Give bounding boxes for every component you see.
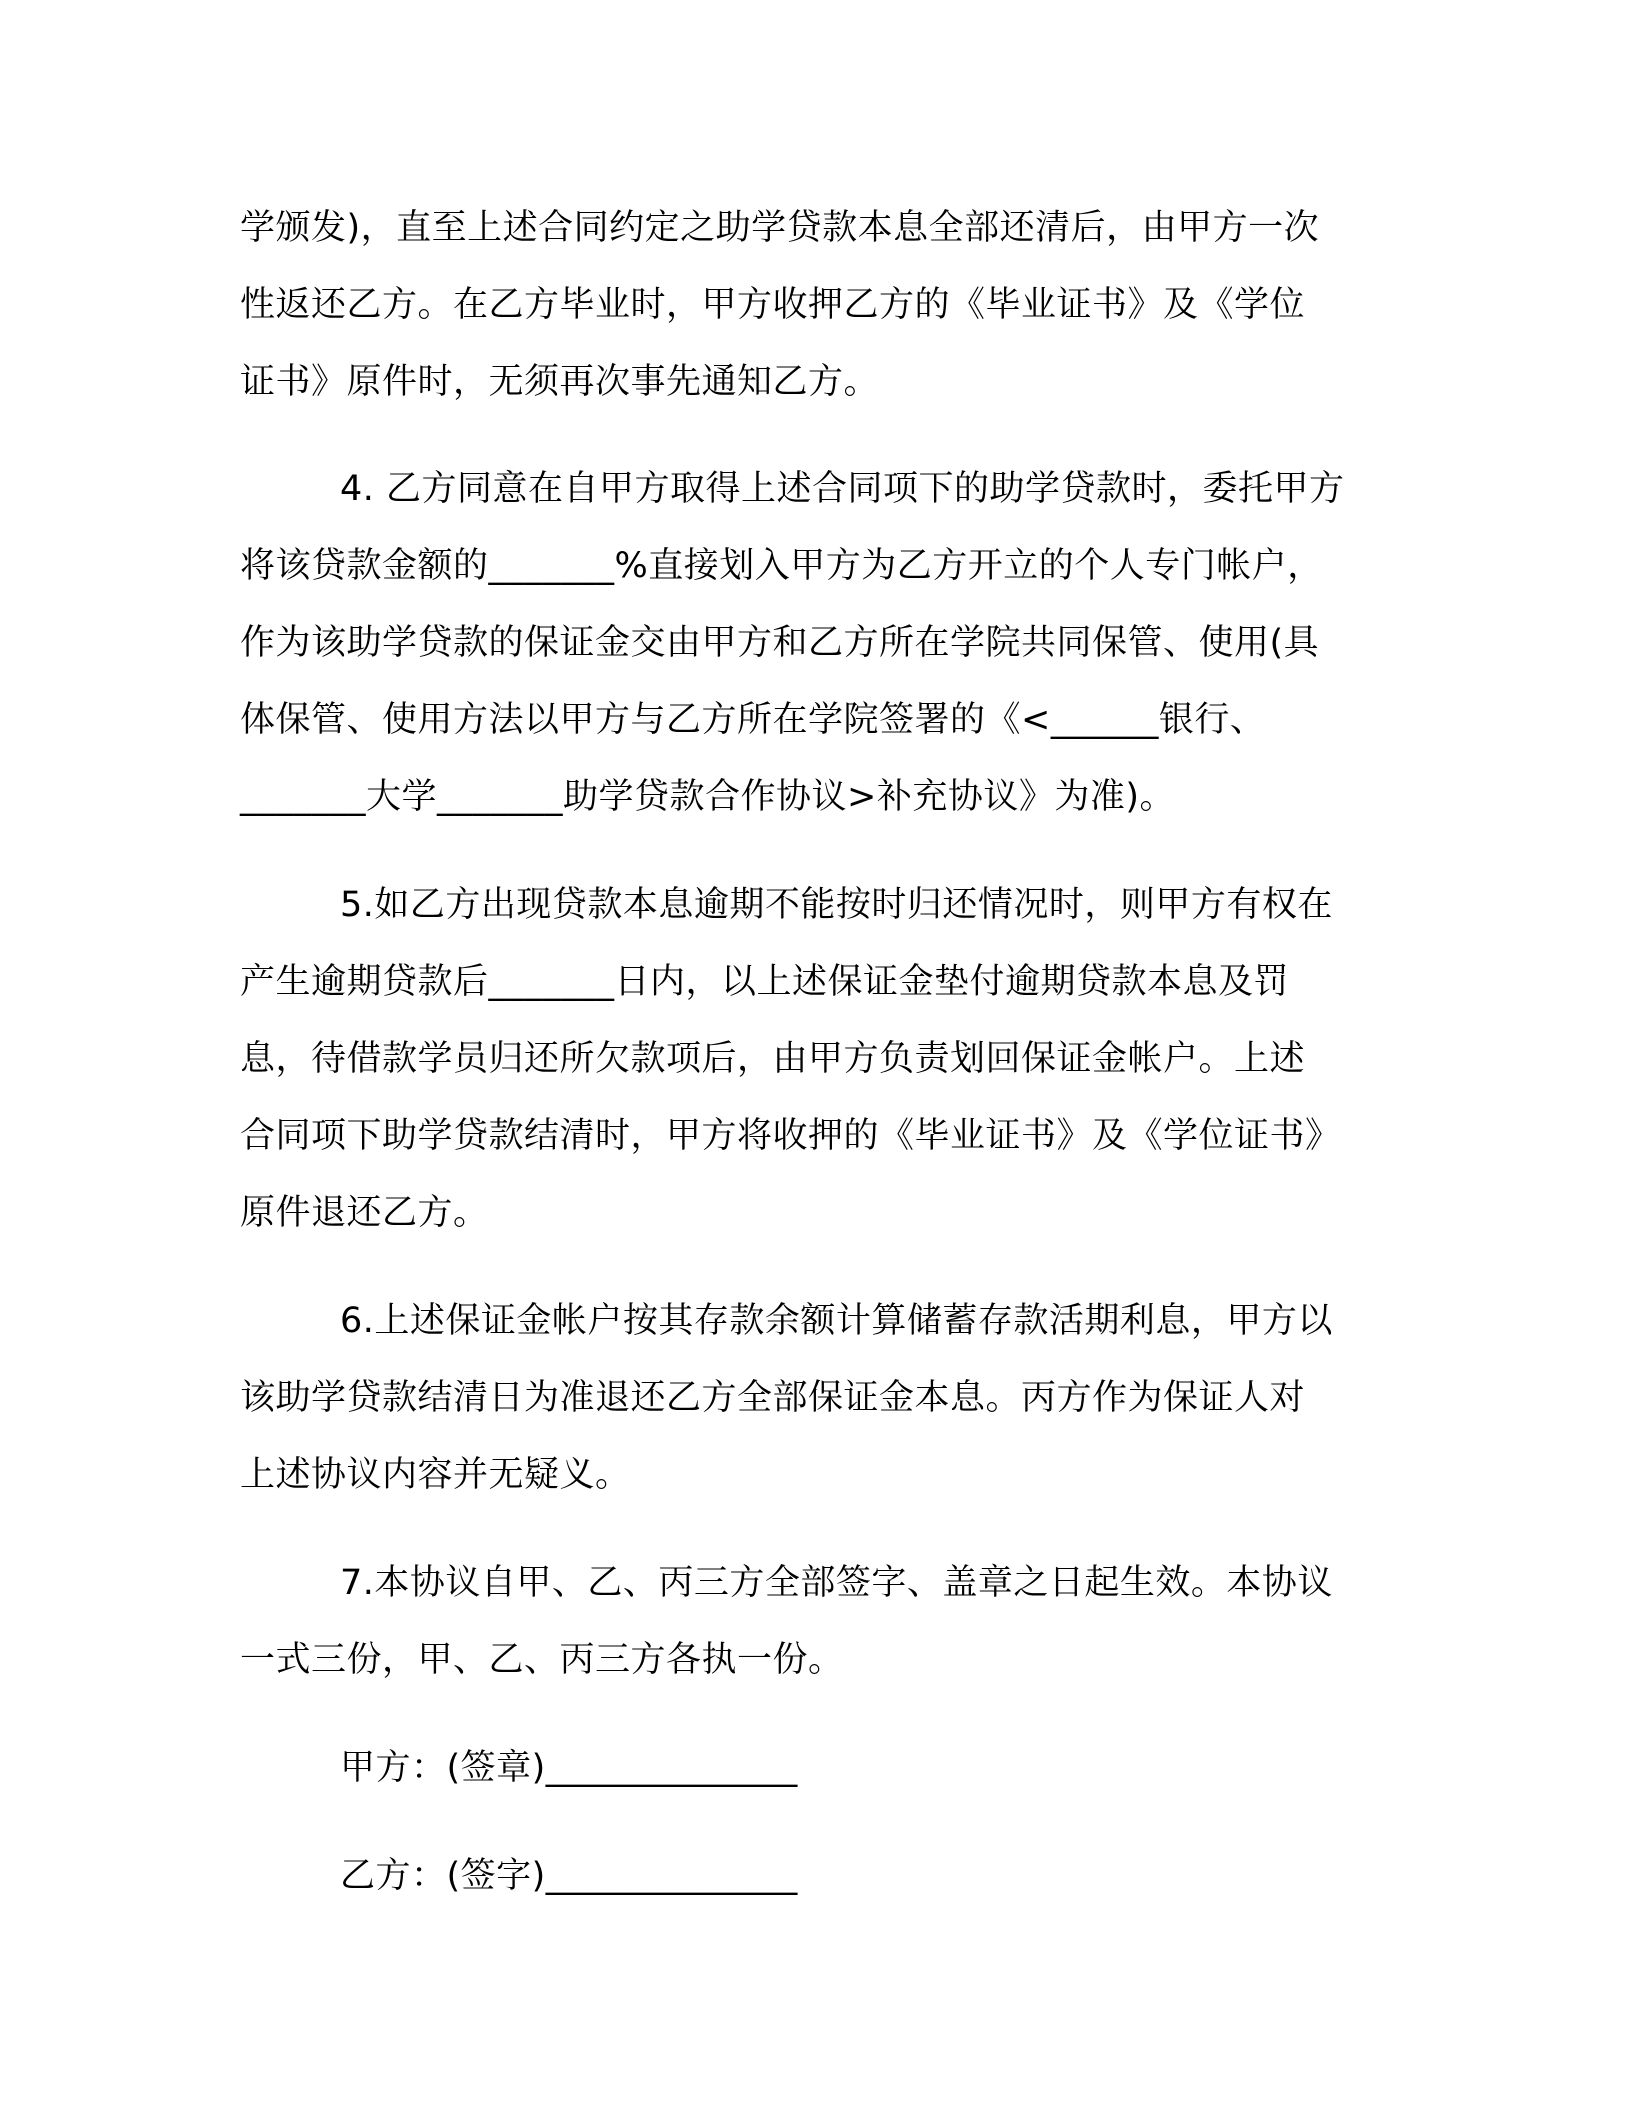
text-line: 该助学贷款结清日为准退还乙方全部保证金本息。丙方作为保证人对 (240, 1378, 1306, 1418)
clause-7 (240, 1545, 1420, 1699)
text-line: 5.如乙方出现贷款本息逾期不能按时归还情况时，则甲方有权在 (340, 885, 1333, 925)
document-page (240, 190, 1420, 1915)
text-line: 作为该助学贷款的保证金交由甲方和乙方所在学院共同保管、使用(具 (240, 623, 1320, 663)
signature-party-b (240, 1838, 1420, 1915)
clause-6 (240, 1283, 1420, 1514)
text-line: _______大学_______助学贷款合作协议>补充协议》为准)。 (240, 777, 1175, 817)
clause-4 (240, 451, 1420, 836)
signature-line-party-a: 甲方：(签章)______________ (340, 1748, 798, 1788)
clause-5 (240, 867, 1420, 1252)
text-line: 7.本协议自甲、乙、丙三方全部签字、盖章之日起生效。本协议 (340, 1563, 1333, 1603)
text-line: 证书》原件时，无须再次事先通知乙方。 (240, 362, 880, 402)
text-line: 6.上述保证金帐户按其存款余额计算储蓄存款活期利息，甲方以 (340, 1301, 1333, 1341)
text-line: 原件退还乙方。 (240, 1193, 489, 1233)
text-line: 合同项下助学贷款结清时，甲方将收押的《毕业证书》及《学位证书》 (240, 1116, 1341, 1156)
text-line: 一式三份，甲、乙、丙三方各执一份。 (240, 1640, 844, 1680)
text-line: 息，待借款学员归还所欠款项后，由甲方负责划回保证金帐户。上述 (240, 1039, 1306, 1079)
signature-party-a (240, 1730, 1420, 1807)
text-line: 产生逾期贷款后_______日内，以上述保证金垫付逾期贷款本息及罚 (240, 962, 1290, 1002)
text-line: 4. 乙方同意在自甲方取得上述合同项下的助学贷款时，委托甲方 (340, 469, 1345, 509)
text-line: 性返还乙方。在乙方毕业时，甲方收押乙方的《毕业证书》及《学位 (240, 285, 1306, 325)
text-line: 上述协议内容并无疑义。 (240, 1455, 631, 1495)
text-line: 将该贷款金额的_______%直接划入甲方为乙方开立的个人专门帐户， (240, 546, 1323, 586)
text-line: 学颁发)，直至上述合同约定之助学贷款本息全部还清后，由甲方一次 (240, 208, 1320, 248)
text-line: 体保管、使用方法以甲方与乙方所在学院签署的《<______银行、 (240, 700, 1266, 740)
signature-line-party-b: 乙方：(签字)______________ (340, 1856, 798, 1896)
paragraph-continuation (240, 190, 1420, 421)
